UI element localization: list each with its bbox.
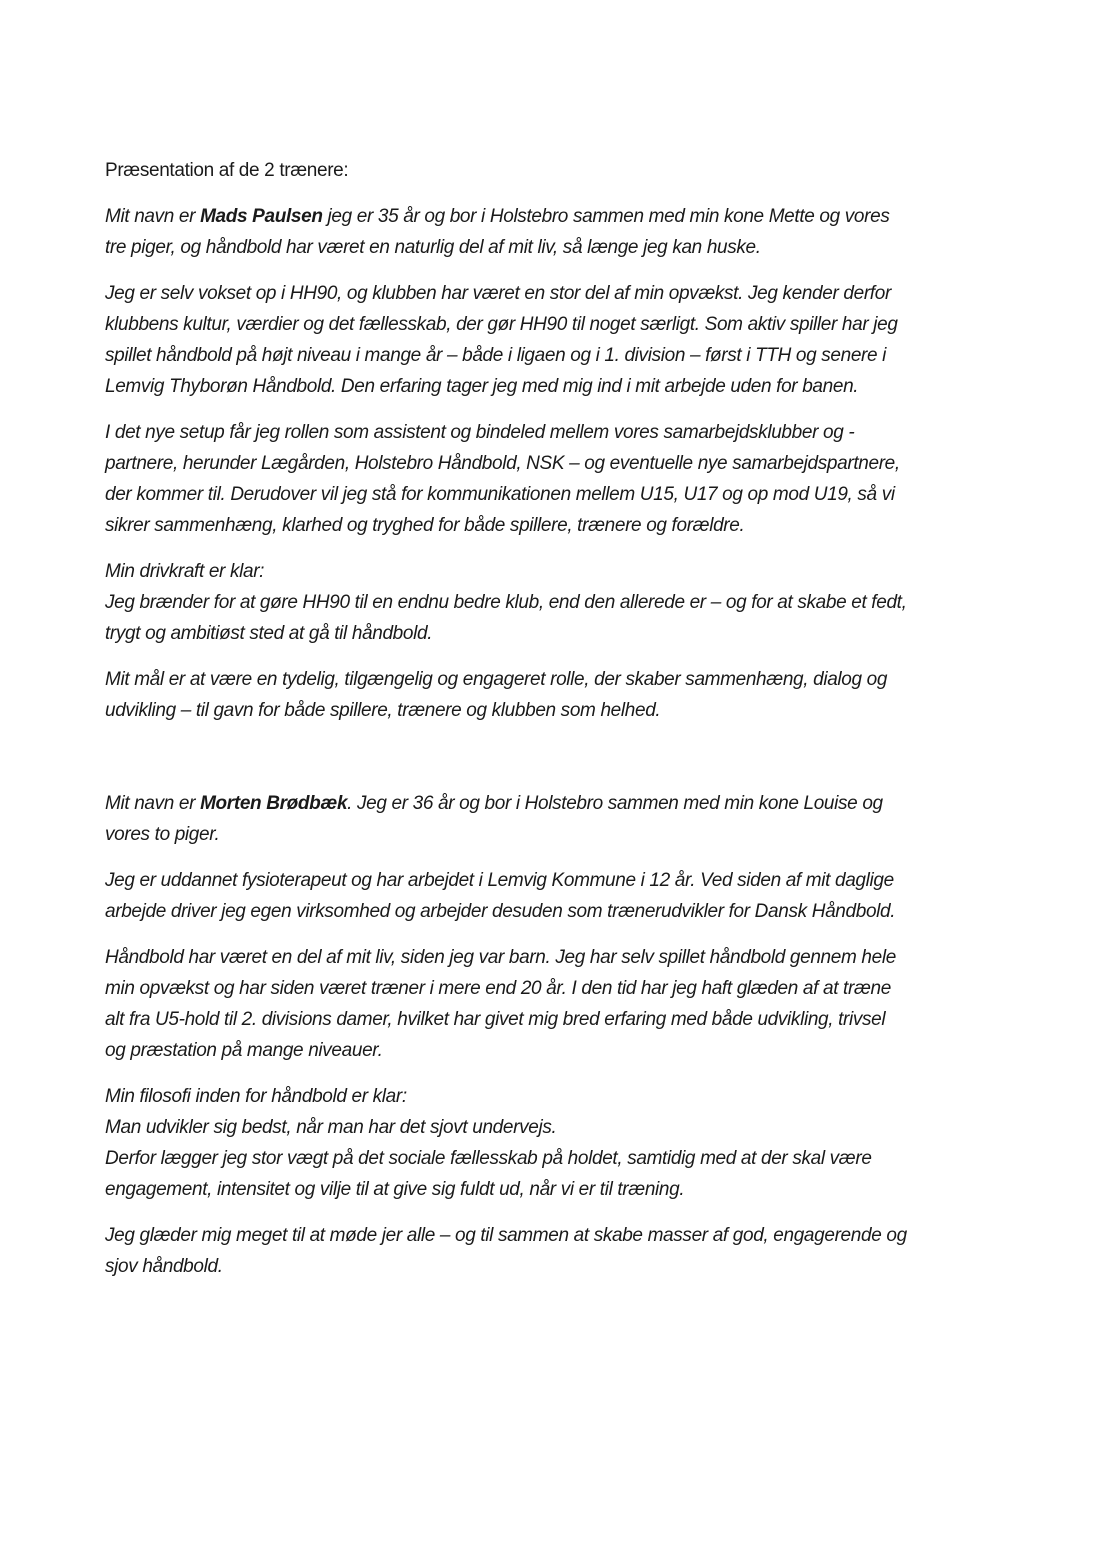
text-line: Derfor lægger jeg stor vægt på det sociale fællesskab på holdet, samtidig med at der skal være [105, 1148, 872, 1169]
coach2-intro-line-2: vores to piger. [105, 824, 220, 845]
text-line: arbejde driver jeg egen virksomhed og arbejder desuden som trænerudvikler for Dansk Håndbold. [105, 901, 896, 922]
text-line: Min filosofi inden for håndbold er klar: [105, 1086, 407, 1107]
text-line: Jeg glæder mig meget til at møde jer alle – og til sammen at skabe masser af god, engagerende og [105, 1225, 907, 1246]
text-line: der kommer til. Derudover vil jeg stå for kommunikationen mellem U15, U17 og op mod U19, så vi [105, 484, 895, 505]
coach2-paragraph-3 [105, 1081, 1005, 1205]
coach1-intro-line-1 [105, 201, 1005, 232]
coach2-paragraph-2 [105, 942, 1005, 1066]
text-line: klubbens kultur, værdier og det fællesskab, der gør HH90 til noget særligt. Som aktiv spiller har jeg [105, 314, 898, 335]
text-line: Jeg er selv vokset op i HH90, og klubben har været en stor del af min opvækst. Jeg kender derfor [105, 283, 891, 304]
text-line: spillet håndbold på højt niveau i mange år – både i ligaen og i 1. division – først i TTH og senere i [105, 345, 887, 366]
text-line: engagement, intensitet og vilje til at give sig fuldt ud, når vi er til træning. [105, 1179, 685, 1200]
text-line: Håndbold har været en del af mit liv, siden jeg var barn. Jeg har selv spillet håndbold gennem hele [105, 947, 896, 968]
intro-prefix: Mit navn er [105, 206, 201, 227]
intro-rest: jeg er 35 år og bor i Holstebro sammen med min kone Mette og vores [322, 206, 890, 227]
text-line: sikrer sammenhæng, klarhed og tryghed for både spillere, trænere og forældre. [105, 515, 745, 536]
section-spacer [105, 741, 1005, 788]
coach1-paragraph-4 [105, 664, 1005, 726]
coach2-intro-line-1 [105, 788, 1005, 819]
text-line: og præstation på mange niveauer. [105, 1040, 383, 1061]
coach1-intro [105, 201, 1005, 263]
text-line: alt fra U5-hold til 2. divisions damer, hvilket har givet mig bred erfaring med både udvikling, trivsel [105, 1009, 886, 1030]
coach1-paragraph-1 [105, 278, 1005, 402]
intro-rest: . Jeg er 36 år og bor i Holstebro sammen med min kone Louise og [347, 793, 883, 814]
intro-prefix: Mit navn er [105, 793, 201, 814]
text-line: Mit mål er at være en tydelig, tilgængelig og engageret rolle, der skaber sammenhæng, dialog og [105, 669, 888, 690]
text-line: Jeg er uddannet fysioterapeut og har arbejdet i Lemvig Kommune i 12 år. Ved siden af mit daglige [105, 870, 894, 891]
text-line: I det nye setup får jeg rollen som assistent og bindeled mellem vores samarbejdsklubber og - [105, 422, 855, 443]
text-line: trygt og ambitiøst sted at gå til håndbold. [105, 623, 433, 644]
text-line: min opvækst og har siden været træner i mere end 20 år. I den tid har jeg haft glæden af at træne [105, 978, 891, 999]
coach2-paragraph-1 [105, 865, 1005, 927]
text-line: Lemvig Thyborøn Håndbold. Den erfaring tager jeg med mig ind i mit arbejde uden for banen. [105, 376, 859, 397]
document-heading: Præsentation af de 2 trænere: [105, 160, 349, 181]
coach2-paragraph-4 [105, 1220, 1005, 1282]
coach2-intro [105, 788, 1005, 850]
text-line: Jeg brænder for at gøre HH90 til en endnu bedre klub, end den allerede er – og for at skabe et fedt, [105, 592, 907, 613]
text-line: Man udvikler sig bedst, når man har det sjovt undervejs. [105, 1117, 557, 1138]
document-page [105, 155, 1005, 1297]
coach1-paragraph-2 [105, 417, 1005, 541]
coach1-intro-line-2: tre piger, og håndbold har været en naturlig del af mit liv, så længe jeg kan huske. [105, 237, 761, 258]
coach2-name: Morten Brødbæk [200, 793, 348, 814]
text-line: sjov håndbold. [105, 1256, 223, 1277]
coach1-paragraph-3 [105, 556, 1005, 649]
coach1-name: Mads Paulsen [200, 206, 323, 227]
text-line: partnere, herunder Lægården, Holstebro Håndbold, NSK – og eventuelle nye samarbejdspartnere, [105, 453, 900, 474]
text-line: udvikling – til gavn for både spillere, trænere og klubben som helhed. [105, 700, 661, 721]
text-line: Min drivkraft er klar: [105, 561, 265, 582]
